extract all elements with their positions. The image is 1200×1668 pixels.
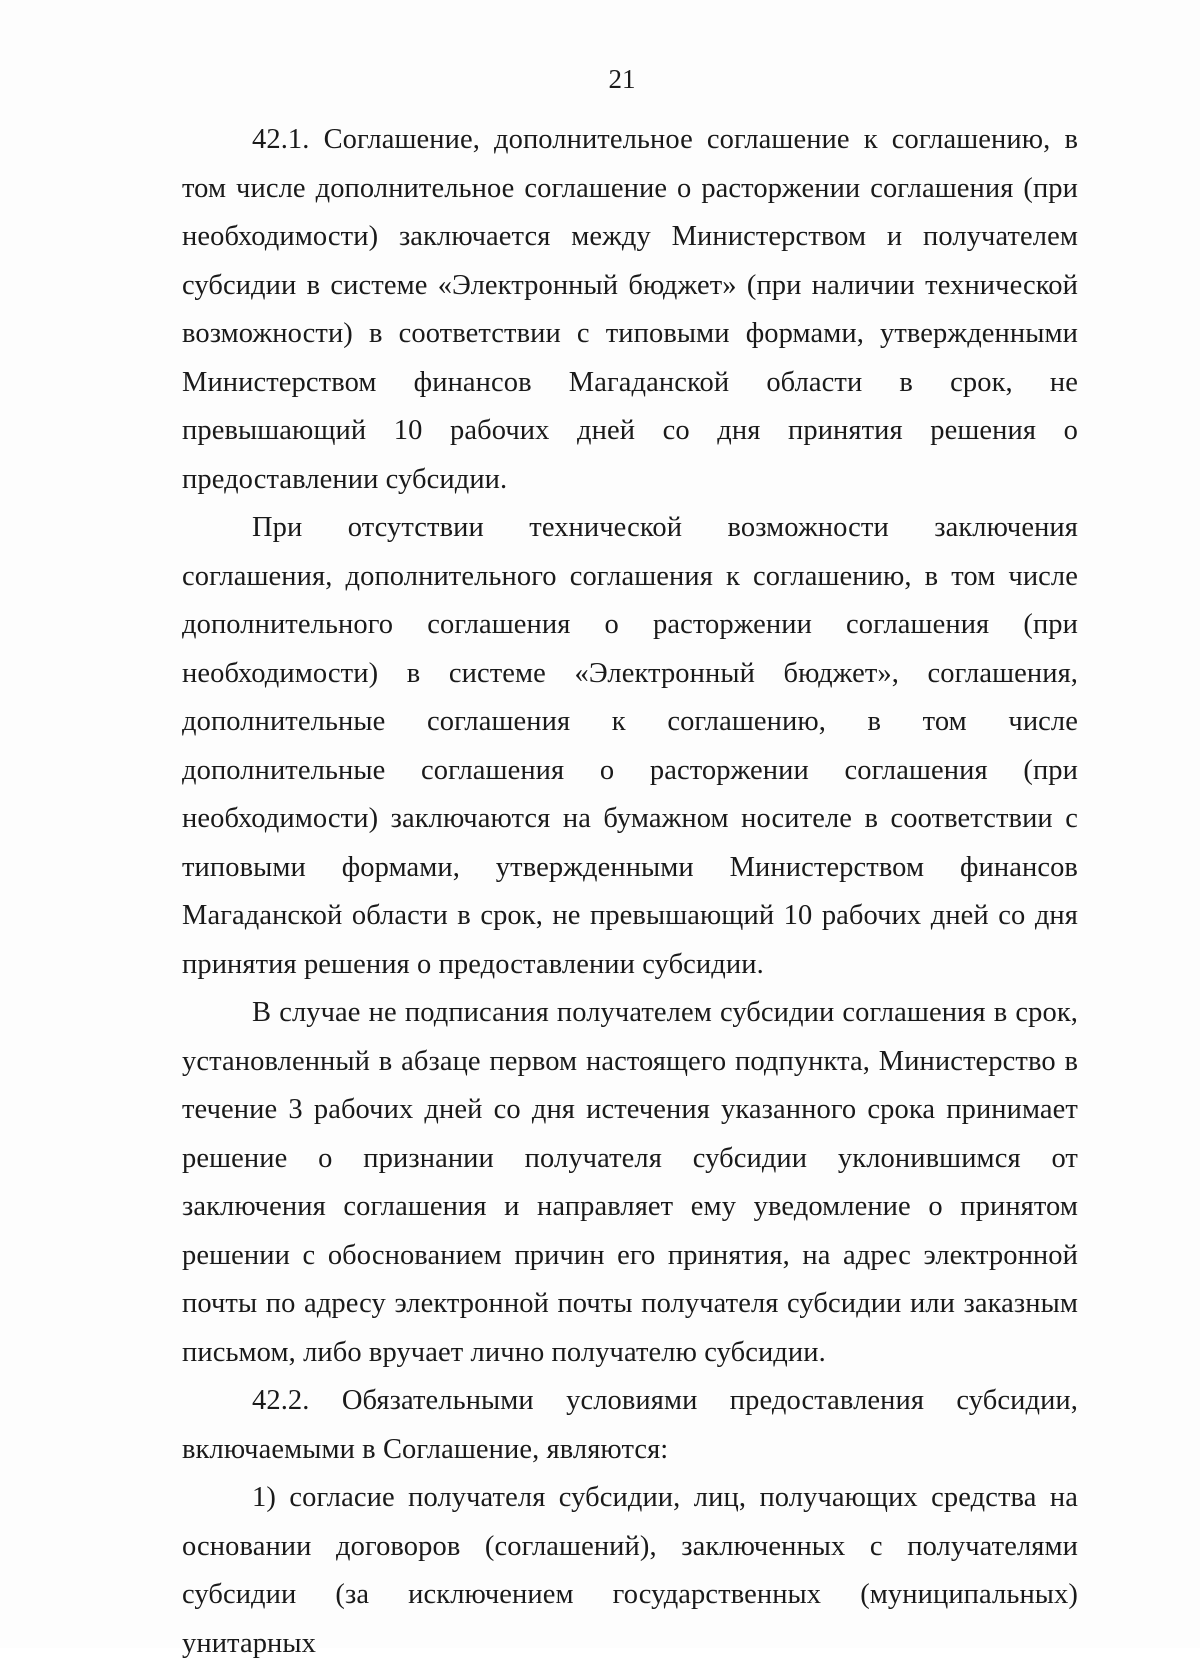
page-number: 21: [608, 64, 636, 94]
document-body: [182, 116, 1078, 1668]
list-item-1: 1) согласие получателя субсидии, лиц, получающих средства на основании договоров (соглашений), заключенных с получателями субсидии (за исключением государственных (муниципальных) унитарных: [182, 1482, 1078, 1659]
paragraph-non-signing: В случае не подписания получателем субсидии соглашения в срок, установленный в абзаце первом настоящего подпункта, Министерство в течение 3 рабочих дней со дня истечения указанного срока принимает решение о признании получателя субсидии уклонившимся от заключения соглашения и направляет ему уведомление о принятом решении с обоснованием причин его принятия, на адрес электронной почты по адресу электронной почты получателя субсидии или заказным письмом, либо вручает лично получателю субсидии.: [182, 997, 1078, 1368]
paragraph-no-technical-possibility: При отсутствии технической возможности заключения соглашения, дополнительного соглашения к соглашению, в том числе дополнительного соглашения о расторжении соглашения (при необходимости) в системе «Электронный бюджет», соглашения, дополнительные соглашения к соглашению, в том числе дополнительные соглашения о расторжении соглашения (при необходимости) заключаются на бумажном носителе в соответствии с типовыми формами, утвержденными Министерством финансов Магаданской области в срок, не превышающий 10 рабочих дней со дня принятия решения о предоставлении субсидии.: [182, 512, 1078, 980]
paragraph-42-2: 42.2. Обязательными условиями предоставления субсидии, включаемыми в Соглашение, являются:: [182, 1385, 1078, 1465]
paragraph-42-1: 42.1. Соглашение, дополнительное соглашение к соглашению, в том числе дополнительное соглашение о расторжении соглашения (при необходимости) заключается между Министерством и получателем субсидии в системе «Электронный бюджет» (при наличии технической возможности) в соответствии с типовыми формами, утвержденными Министерством финансов Магаданской области в срок, не превышающий 10 рабочих дней со дня принятия решения о предоставлении субсидии.: [182, 124, 1078, 495]
